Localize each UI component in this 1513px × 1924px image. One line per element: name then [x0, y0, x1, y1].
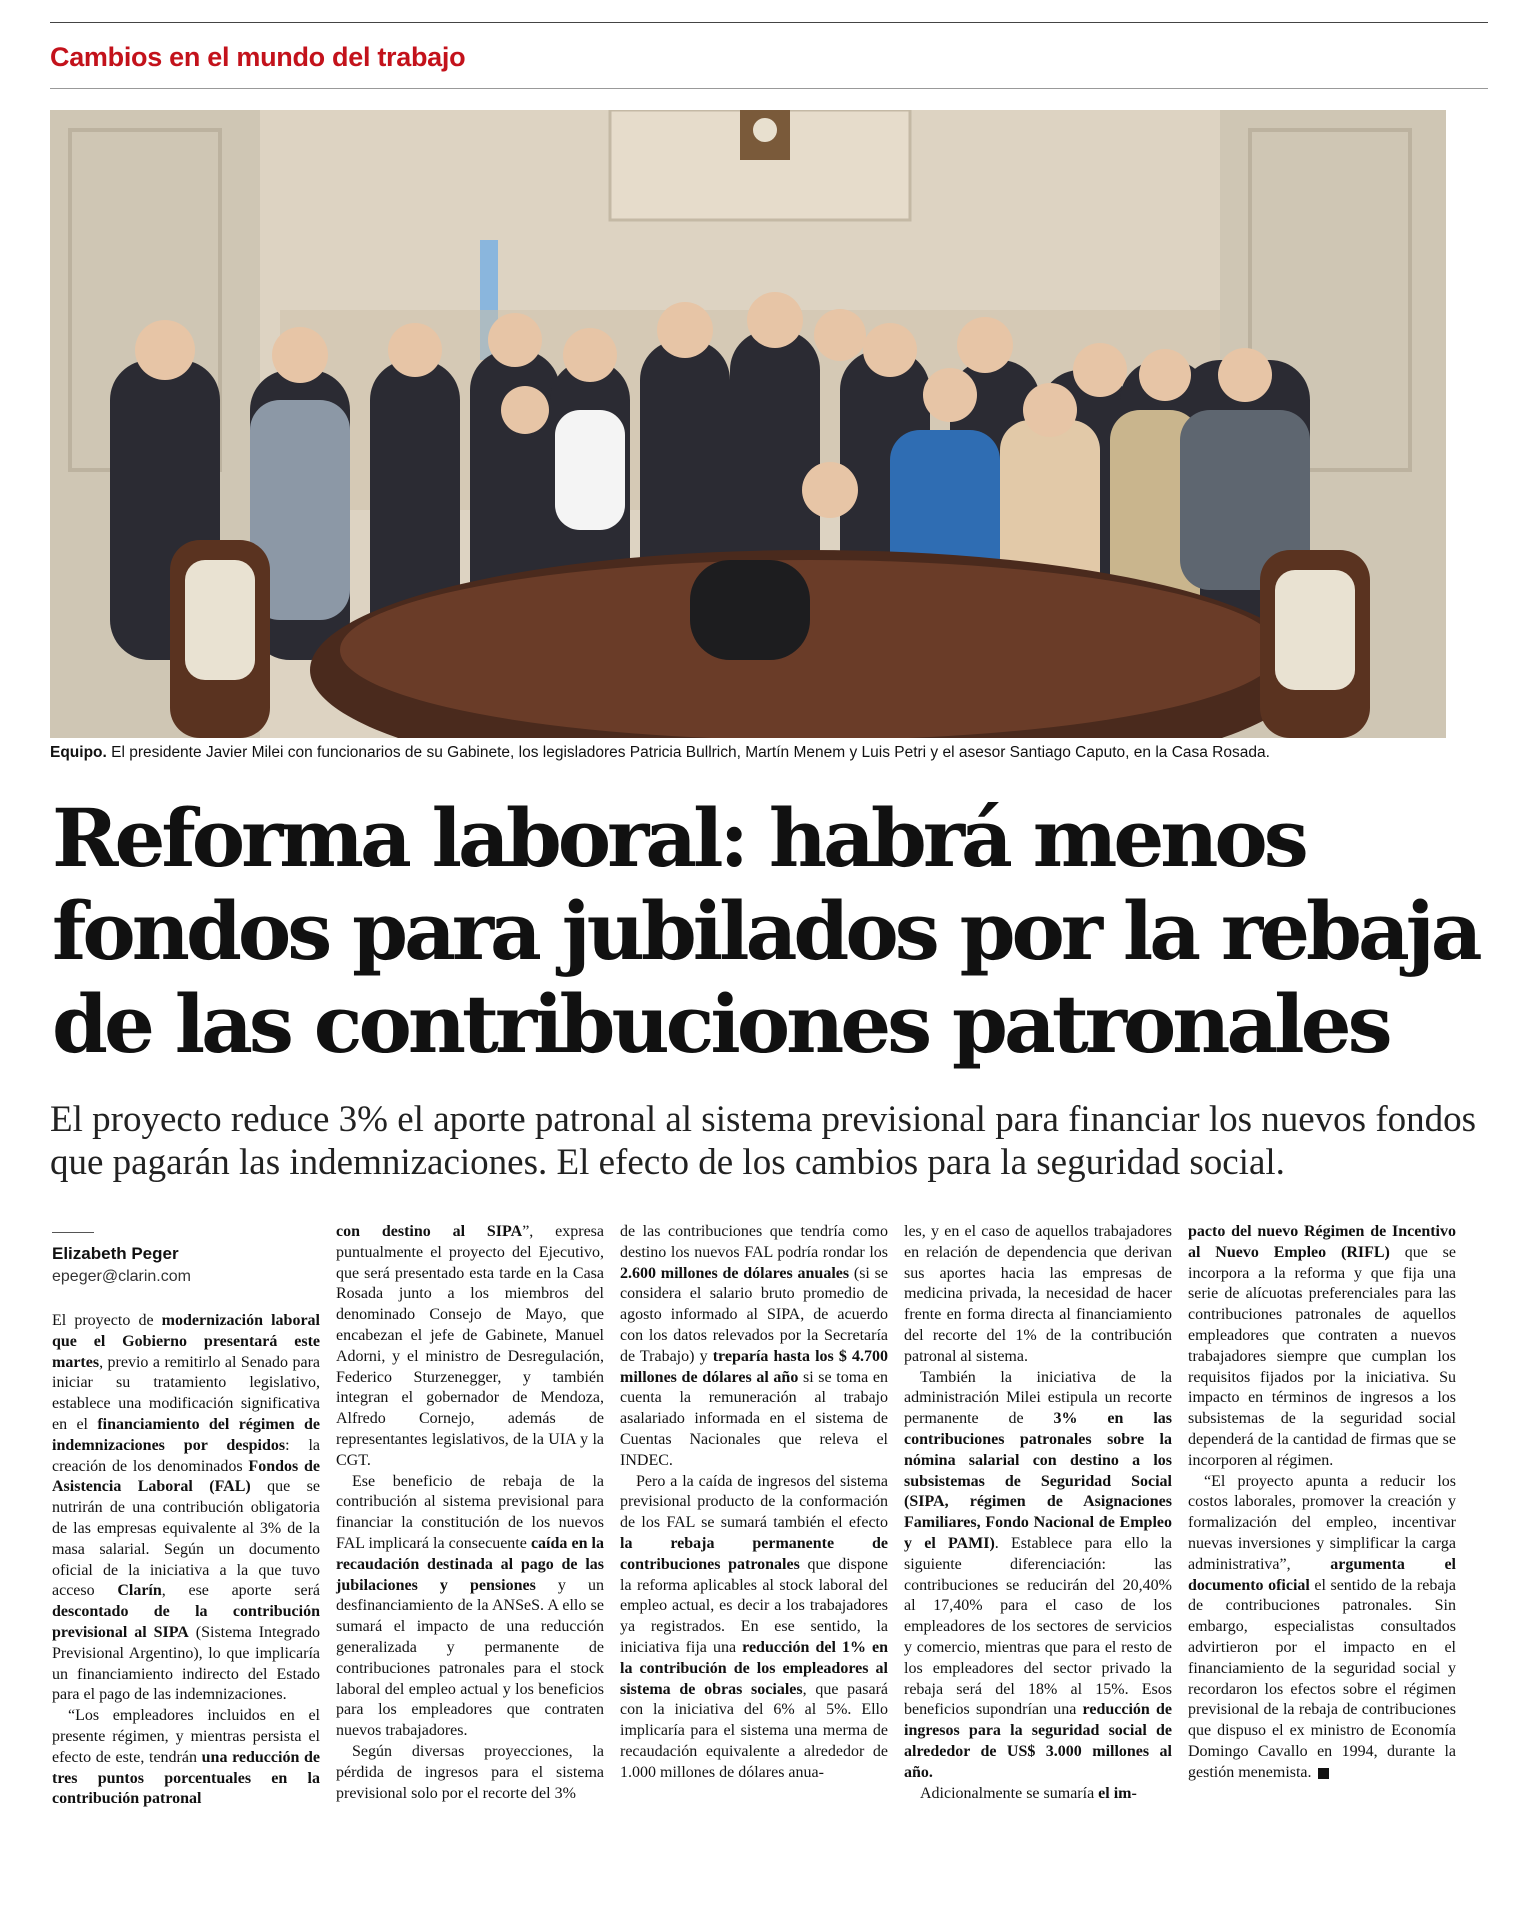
headline-line: fondos para jubilados por la rebaja	[52, 884, 1479, 978]
bold-text: la rebaja permanente de contribuciones patronales	[620, 1534, 888, 1573]
article-column-1	[52, 1311, 320, 1810]
text-run: Según diversas proyecciones, la pérdida de ingresos para el sistema previsional solo por el recorte del 3%	[336, 1742, 604, 1802]
text-run: de las contribuciones que tendría como destino los nuevos FAL podría rondar los	[620, 1223, 888, 1261]
author-name: Elizabeth Peger	[52, 1244, 179, 1263]
headline-line: Reforma laboral: habrá menos	[52, 791, 1305, 885]
text-run: , que pasará con la iniciativa del 6% al 5%. Ello implicaría para el sistema una merma de recaudación equivalente a alrededor de 1.000 millones de dólares anua-	[620, 1680, 888, 1781]
text-run: que se incorpora a la reforma y que fija una serie de alícuotas preferenciales para las contribuciones patronales de aquellos empleadores que contraten a nuevos trabajadores siempre que cumplan los requisitos fijados por la iniciativa. Su impacto en términos de ingresos a los subsistemas de la seguridad social dependerá de la cantidad de firmas que se incorporen al régimen.	[1188, 1243, 1456, 1469]
byline-rule	[52, 1232, 94, 1233]
bold-text: modernización laboral que el Gobierno presentará este martes	[52, 1312, 321, 1371]
photo-caption	[50, 744, 1488, 762]
deck-line: El proyecto reduce 3% el aporte patronal al sistema previsional para financiar los nuevos fondos	[50, 1099, 1477, 1140]
article-paragraph	[336, 1742, 604, 1804]
article-paragraph	[1188, 1472, 1456, 1784]
bold-text: Fondos de Asistencia Laboral (FAL)	[52, 1457, 321, 1496]
bold-text: reducción del 1% en la contribución de los empleadores al sistema de obras sociales	[620, 1638, 889, 1698]
bold-text: descontado de la contribución previsional al SIPA	[52, 1603, 320, 1641]
headline-line: de las contribuciones patronales	[52, 977, 1389, 1071]
text-run: , previo a remitirlo al Senado para iniciar su tratamiento legislativo, establece una modificación significativa en el	[52, 1353, 320, 1433]
end-mark-icon	[1318, 1768, 1329, 1779]
text-run: “Los empleadores incluidos en el presente régimen, y mientras persista el efecto de este, tendrán	[52, 1707, 320, 1766]
bold-text: 2.600 millones de dólares anuales	[620, 1264, 850, 1282]
headline	[52, 792, 1482, 1071]
text-run: que dispone la reforma aplicables al stock laboral del empleo actual, es decir a los trabajadores ya registrados. En ese sentido, la iniciativa fija una	[620, 1555, 888, 1656]
section-title: Cambios en el mundo del trabajo	[50, 42, 466, 72]
cabinet-photo	[50, 110, 1446, 738]
text-run: ”, expresa puntualmente el proyecto del Ejecutivo, que será presentado esta tarde en la Casa Rosada junto a los miembros del denominado Consejo de Mayo, que encabezan el jefe de Gabinete, Manuel Adorni, y el ministro de Desregulación, Federico Sturzenegger, y también integran el gobernador de Mendoza, Alfredo Cornejo, además de representantes legislativos, de la UIA y la CGT.	[336, 1223, 605, 1469]
article-paragraph	[904, 1784, 1172, 1805]
text-run: les, y en el caso de aquellos trabajadores en relación de dependencia que derivan sus aportes hacia las empresas de medicina privada, la necesidad de hacer frente en forma directa al financiamiento del recorte del 1% de la contribución patronal al sistema.	[904, 1223, 1172, 1365]
article-paragraph	[336, 1472, 604, 1742]
bold-text: con destino al SIPA	[336, 1223, 523, 1240]
bold-text: Clarín	[117, 1582, 162, 1600]
article-paragraph	[904, 1368, 1172, 1784]
text-run: Pero a la caída de ingresos del sistema previsional producto de la conformación de los FAL se sumará también el efecto	[620, 1472, 888, 1532]
bold-text: una reducción de tres puntos porcentuales en la contribución patronal	[52, 1748, 320, 1808]
text-run: que se nutrirán de una contribución obligatoria de las empresas equivalente al 3% de la masa salarial. Según un documento oficial de la iniciativa a la que tuvo acceso	[52, 1478, 320, 1600]
article-column-4	[904, 1222, 1172, 1804]
bold-text: argumenta el documento oficial	[1188, 1555, 1456, 1594]
section-rule	[50, 88, 1488, 89]
article-paragraph	[620, 1222, 888, 1472]
bold-text: pacto del nuevo Régimen de Incentivo al Nuevo Empleo (RIFL)	[1188, 1223, 1456, 1261]
article-paragraph	[52, 1311, 320, 1706]
bold-text: caída en la recaudación destinada al pago de las jubilaciones y pensiones	[336, 1534, 604, 1594]
text-run: También la iniciativa de la administración Milei estipula un recorte permanente de	[904, 1368, 1172, 1428]
text-run: y un desfinanciamiento de la ANSeS. A ello se sumará el impacto de una reducción generalizada y permanente de contribuciones patronales para el stock laboral del empleo actual y los beneficios para los empleadores que contraten nuevos trabajadores.	[336, 1576, 604, 1740]
text-run: (si se considera el salario bruto promedio de agosto informado al SIPA, de acuerdo con los datos relevados por la Secretaría de Trabajo) y	[620, 1264, 888, 1365]
article-paragraph	[52, 1706, 320, 1810]
article-paragraph	[1188, 1222, 1456, 1472]
bold-text: el im-	[1098, 1784, 1137, 1802]
bold-text: reducción de ingresos para la seguridad social de alrededor de US$ 3.000 millones al año.	[904, 1701, 1172, 1781]
article-column-5	[1188, 1222, 1456, 1784]
deck-line: que pagarán las indemnizaciones. El efecto de los cambios para la seguridad social.	[50, 1142, 1285, 1183]
article-column-3	[620, 1222, 888, 1784]
bold-text: 3% en las contribuciones patronales sobre la nómina salarial con destino a los subsistemas de Seguridad Social (SIPA, régimen de Asignaciones Familiares, Fondo Nacional de Empleo y el PAMI)	[904, 1410, 1172, 1552]
text-run: Ese beneficio de rebaja de la contribución al sistema previsional para financiar la constitución de los nuevos FAL implicará la consecuente	[336, 1472, 604, 1552]
caption-label: Equipo.	[50, 744, 107, 761]
bold-text: treparía hasta los $ 4.700 millones de dólares al año	[620, 1347, 889, 1386]
author-email: epeger@clarin.com	[52, 1268, 191, 1285]
article-paragraph	[904, 1222, 1172, 1368]
caption-text: El presidente Javier Milei con funcionarios de su Gabinete, los legisladores Patricia Bullrich, Martín Menem y Luis Petri y el asesor Santiago Caputo, en la Casa Rosada.	[106, 744, 1270, 761]
text-run: “El proyecto apunta a reducir los costos laborales, promover la creación y formalización del empleo, incentivar nuevas inversiones y simplificar la carga administrativa”,	[1188, 1472, 1456, 1573]
top-rule	[50, 22, 1488, 23]
text-run: (Sistema Integrado Previsional Argentino), lo que implicaría un financiamiento indirecto del Estado para el pago de las indemnizaciones.	[52, 1623, 320, 1704]
text-run: Adicionalmente se sumaría	[920, 1784, 1099, 1802]
article-column-2	[336, 1222, 604, 1804]
article-paragraph	[620, 1472, 888, 1784]
text-run: el sentido de la rebaja de contribuciones patronales. Sin embargo, especialistas consultados advirtieron por el impacto en el financiamiento de la seguridad social y recordaron los efectos sobre el régimen previsional de la rebaja de contribuciones que dispuso el ex ministro de Economía Domingo Cavallo en 1994, durante la gestión menemista.	[1188, 1576, 1456, 1781]
text-run: . Establece para ello la siguiente diferenciación: las contribuciones se reducirán del 20,40% al 17,40% para el caso de los empleadores de los sectores de servicios y comercio, mientras que para el resto de los empleadores del sector privado la rebaja será del 18% al 15%. Esos beneficios supondrían una	[904, 1534, 1173, 1719]
deck-subtitle	[50, 1098, 1490, 1184]
bold-text: financiamiento del régimen de indemnizaciones por despidos	[52, 1415, 321, 1454]
article-paragraph	[336, 1222, 604, 1472]
text-run: si se toma en cuenta la remuneración al trabajo asalariado informada en el sistema de Cuentas Nacionales que releva el INDEC.	[620, 1368, 888, 1469]
text-run: , ese aporte será	[161, 1582, 320, 1600]
text-run: : la creación de los denominados	[52, 1436, 321, 1475]
text-run: El proyecto de	[52, 1312, 162, 1329]
